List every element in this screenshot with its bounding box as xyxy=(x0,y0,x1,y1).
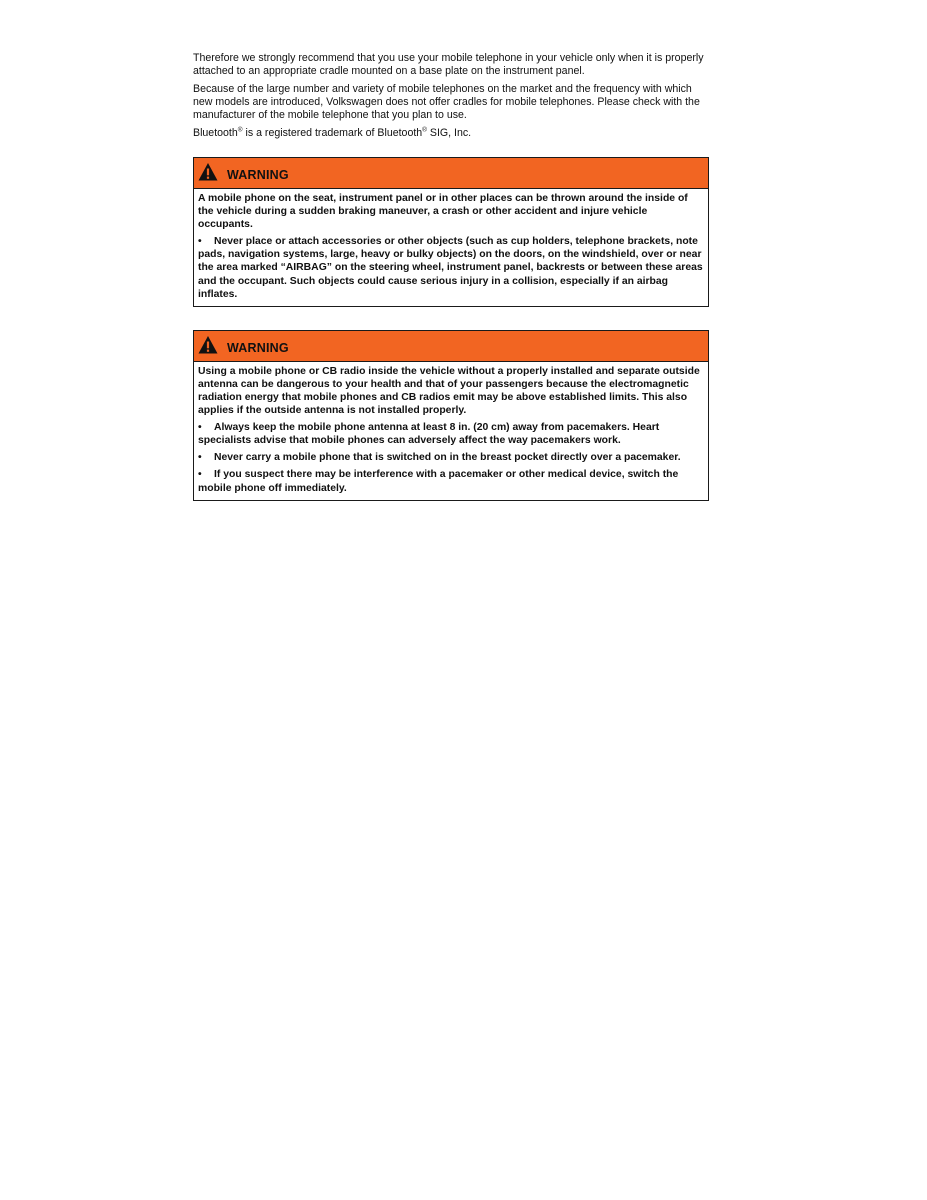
trademark-notice xyxy=(193,127,709,140)
warning-title: WARNING xyxy=(227,168,289,182)
bullet-icon: • xyxy=(198,236,202,248)
registered-mark-second: ® xyxy=(422,126,427,134)
warning-box-loose-phone xyxy=(193,157,709,307)
warning-intro-text: A mobile phone on the seat, instrument panel or in other places can be thrown around the inside of the vehicle during a sudden braking maneuver, a crash or other accident and injure vehicle occupants. xyxy=(198,193,688,231)
warning-intro-text: Using a mobile phone or CB radio inside the vehicle without a properly installed and separate outside antenna can be dangerous to your health and that of your passengers because the electromagnetic radiation energy that mobile phones and CB radios emit may be above established limits. This also applies if the outside antenna is not installed properly. xyxy=(198,365,700,417)
warning-body xyxy=(194,362,708,500)
warning-bullet-text: Never carry a mobile phone that is switched on in the breast pocket directly over a pacemaker. xyxy=(214,452,681,464)
warning-header xyxy=(194,158,708,189)
trademark-brand: Bluetooth xyxy=(193,127,238,139)
bullet-icon: • xyxy=(198,422,202,434)
warning-triangle-icon xyxy=(198,162,218,182)
intro-paragraph-cradles-not-offered: Because of the large number and variety of mobile telephones on the market and the frequency with which new models are introduced, Volkswagen does not offer cradles for mobile telephones. Please check with the manufacturer of the mobile telephone that you plan to use. xyxy=(193,83,700,121)
warning-triangle-icon xyxy=(198,335,218,355)
warning-box-antenna-radiation xyxy=(193,330,709,501)
warning-body xyxy=(194,189,708,306)
trademark-middle-text: is a registered trademark of xyxy=(242,127,378,139)
trademark-end-text: SIG, Inc. xyxy=(426,127,472,139)
warning-bullet-text: Never place or attach accessories or other objects (such as cup holders, telephone brackets, note pads, navigation systems, large, heavy or bulky objects) on the doors, on the windshield, over or near the area marked “AIRBAG” on the steering wheel, instrument panel, backrests or between these areas and the occupant. Such objects could cause serious injury in a collision, especially if an airbag inflates. xyxy=(198,236,703,300)
bullet-icon: • xyxy=(198,469,202,481)
trademark-brand-second: Bluetooth xyxy=(377,127,423,139)
warning-bullet-item xyxy=(198,421,704,447)
warning-title: WARNING xyxy=(227,340,289,355)
intro-paragraph-cradle: Therefore we strongly recommend that you use your mobile telephone in your vehicle only when it is properly attached to an appropriate cradle mounted on a base plate on the instrument panel. xyxy=(193,52,704,77)
registered-mark: ® xyxy=(237,126,243,134)
warning-bullet-item xyxy=(198,468,704,494)
warning-header xyxy=(194,331,708,362)
warning-bullet-text: Always keep the mobile phone antenna at least 8 in. (20 cm) away from pacemakers. Heart specialists advise that mobile phones can adversely affect the way pacemakers work. xyxy=(198,422,660,447)
manual-page xyxy=(193,52,709,501)
warning-bullet-item xyxy=(198,451,704,464)
bullet-icon: • xyxy=(198,452,202,464)
warning-bullet-item xyxy=(198,235,704,300)
warning-bullet-text: If you suspect there may be interference with a pacemaker or other medical device, switch the mobile phone off immediately. xyxy=(198,469,679,494)
